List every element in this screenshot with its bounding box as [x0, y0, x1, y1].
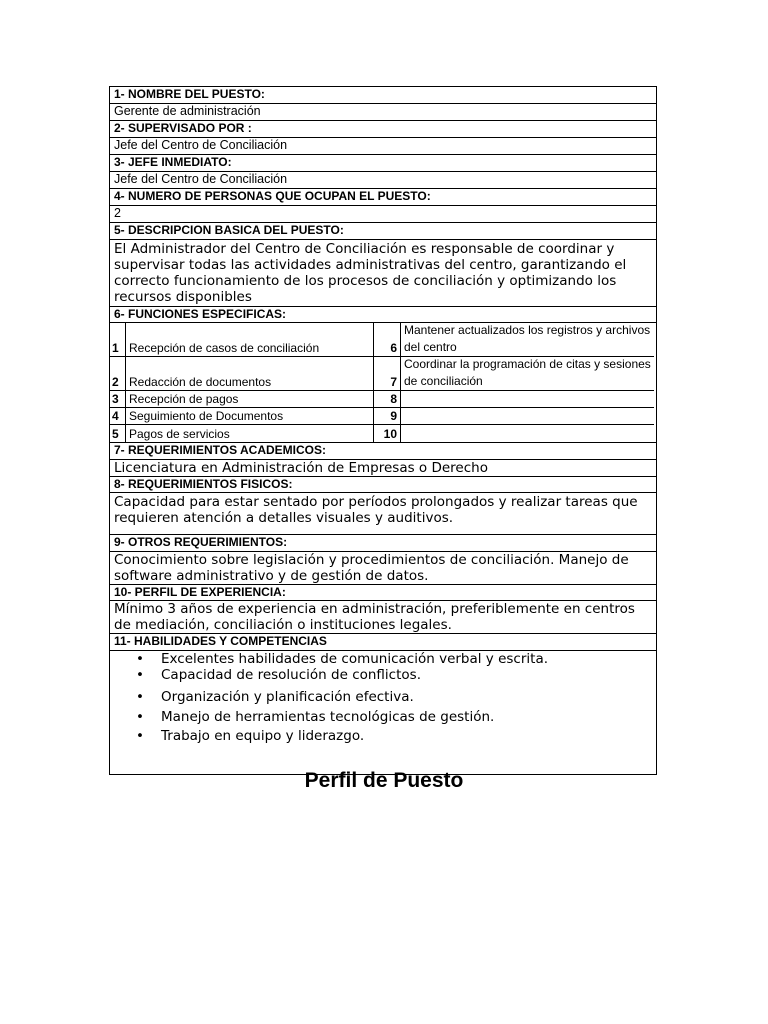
- function-number: 3: [110, 391, 126, 408]
- job-name-value: Gerente de administración: [110, 104, 656, 121]
- function-number: 5: [110, 425, 126, 442]
- function-text: Seguimiento de Documentos: [126, 408, 374, 425]
- function-number: 2: [110, 357, 126, 391]
- function-text: Coordinar la programación de citas y sesiones de conciliación: [401, 357, 654, 391]
- function-number: 1: [110, 323, 126, 357]
- page-title: Perfil de Puesto: [304, 769, 464, 792]
- function-text: Redacción de documentos: [126, 357, 374, 391]
- other-requirements-label: 9- OTROS REQUERIMIENTOS:: [110, 535, 656, 552]
- job-profile-form: [109, 86, 657, 775]
- function-text: Pagos de servicios: [126, 425, 374, 442]
- function-text: [401, 425, 654, 442]
- function-text: [401, 408, 654, 425]
- specific-functions-label: 6- FUNCIONES ESPECIFICAS:: [110, 307, 656, 323]
- function-number: 7: [374, 357, 401, 391]
- immediate-boss-label: 3- JEFE INMEDIATO:: [110, 155, 656, 172]
- function-text: Mantener actualizados los registros y archivos del centro: [401, 323, 654, 357]
- skills-cell: [110, 651, 656, 775]
- skills-list: [110, 651, 656, 747]
- list-item: • Trabajo en equipo y liderazgo.: [161, 727, 656, 747]
- physical-requirements-value: Capacidad para estar sentado por períodos prolongados y realizar tareas que requieren atención a detalles visuales y auditivos.: [110, 493, 656, 535]
- function-number: 9: [374, 408, 401, 425]
- job-name-label: 1- NOMBRE DEL PUESTO:: [110, 87, 656, 104]
- list-item: • Excelentes habilidades de comunicación verbal y escrita.: [161, 651, 656, 667]
- list-item: • Capacidad de resolución de conflictos.: [161, 667, 656, 683]
- physical-requirements-label: 8- REQUERIMIENTOS FISICOS:: [110, 477, 656, 493]
- function-text: [401, 391, 654, 408]
- skills-label: 11- HABILIDADES Y COMPETENCIAS: [110, 634, 656, 651]
- academic-requirements-value: Licenciatura en Administración de Empresas o Derecho: [110, 460, 656, 477]
- functions-grid: [110, 323, 656, 443]
- list-item: • Organización y planificación efectiva.: [161, 688, 656, 708]
- immediate-boss-value: Jefe del Centro de Conciliación: [110, 172, 656, 189]
- function-number: 8: [374, 391, 401, 408]
- function-number: 10: [374, 425, 401, 442]
- supervised-by-value: Jefe del Centro de Conciliación: [110, 138, 656, 155]
- other-requirements-value: Conocimiento sobre legislación y procedimientos de conciliación. Manejo de software administrativo y de gestión de datos.: [110, 552, 656, 585]
- basic-description-value: El Administrador del Centro de Conciliación es responsable de coordinar y supervisar todas las actividades administrativas del centro, garantizando el correcto funcionamiento de los procesos de conciliación y optimizando los recursos disponibles: [110, 240, 656, 307]
- function-text: Recepción de pagos: [126, 391, 374, 408]
- function-number: 4: [110, 408, 126, 425]
- function-text: Recepción de casos de conciliación: [126, 323, 374, 357]
- supervised-by-label: 2- SUPERVISADO POR :: [110, 121, 656, 138]
- basic-description-label: 5- DESCRIPCION BASICA DEL PUESTO:: [110, 223, 656, 240]
- experience-profile-value: Mínimo 3 años de experiencia en administración, preferiblemente en centros de mediación, conciliación o instituciones legales.: [110, 601, 656, 634]
- headcount-label: 4- NUMERO DE PERSONAS QUE OCUPAN EL PUESTO:: [110, 189, 656, 206]
- experience-profile-label: 10- PERFIL DE EXPERIENCIA:: [110, 585, 656, 601]
- list-item: • Manejo de herramientas tecnológicas de gestión.: [161, 708, 656, 728]
- function-number: 6: [374, 323, 401, 357]
- headcount-value: 2: [110, 206, 656, 223]
- academic-requirements-label: 7- REQUERIMIENTOS ACADEMICOS:: [110, 443, 656, 460]
